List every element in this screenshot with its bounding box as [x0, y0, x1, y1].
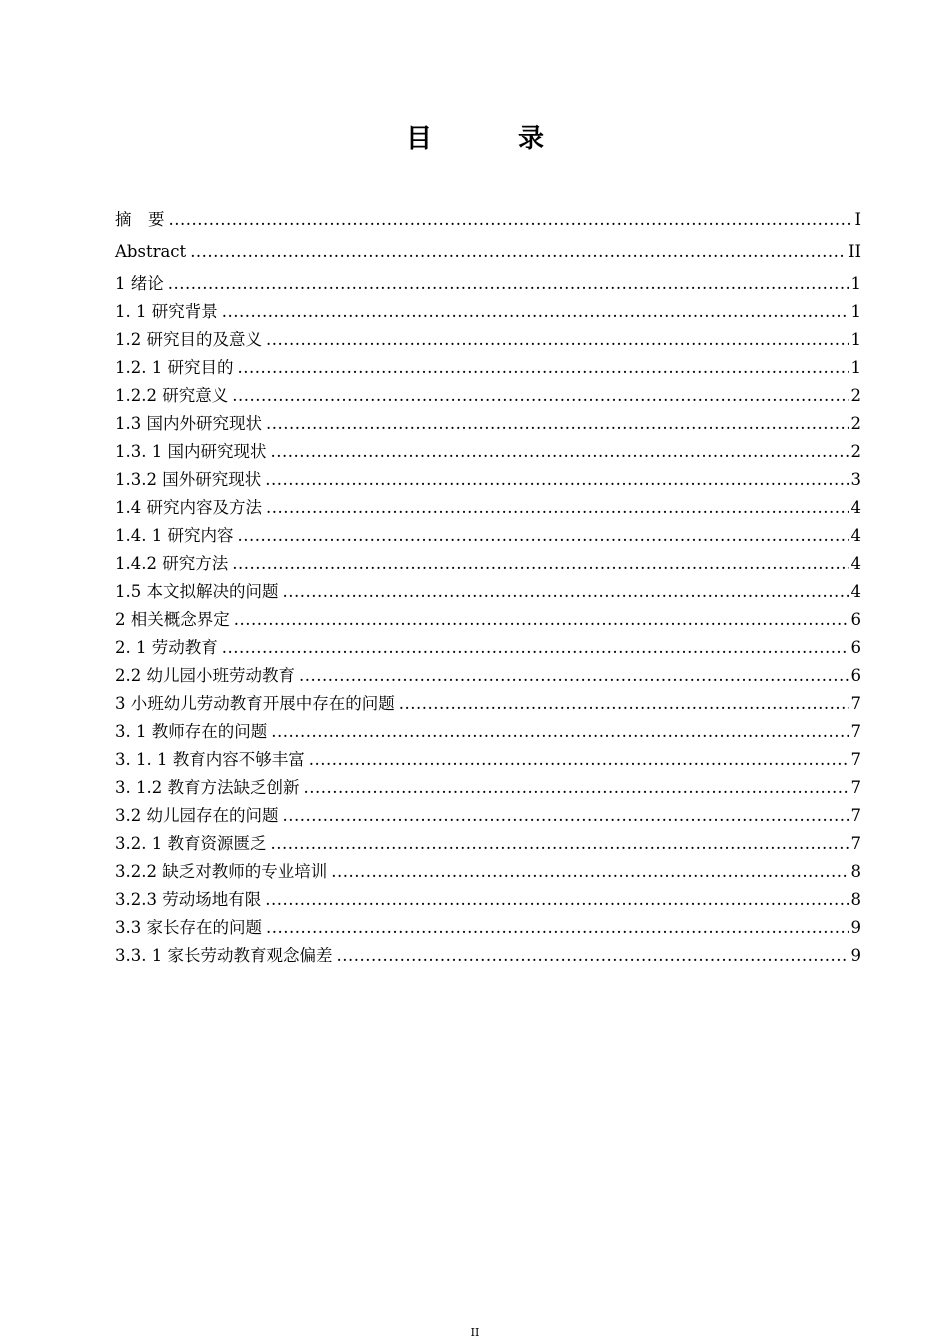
toc-entry-page: 4: [850, 526, 861, 545]
toc-entry[interactable]: [115, 550, 861, 578]
toc-entry-page: 2: [850, 414, 861, 433]
toc-entry-page: 1: [850, 274, 861, 293]
toc-entry-page: 7: [850, 722, 861, 741]
toc-entry[interactable]: [115, 382, 861, 410]
dot-leader: [222, 634, 849, 662]
toc-entry[interactable]: [115, 774, 861, 802]
toc-entry-label: 1.4.2 研究方法: [115, 554, 229, 573]
toc-entry-label: 1.4 研究内容及方法: [115, 498, 262, 517]
toc-entry[interactable]: [115, 802, 861, 830]
toc-entry[interactable]: [115, 718, 861, 746]
toc-entry[interactable]: [115, 662, 861, 690]
dot-leader: [270, 830, 848, 858]
toc-entry-page: 4: [850, 554, 861, 573]
dot-leader: [266, 914, 849, 942]
dot-leader: [222, 298, 849, 326]
toc-entry-label: 3.2.2 缺乏对教师的专业培训: [115, 862, 328, 881]
toc-entry-label: 1.3 国内外研究现状: [115, 414, 262, 433]
toc-entry-label: 3. 1. 1 教育内容不够丰富: [115, 750, 305, 769]
toc-entry-page: 7: [850, 806, 861, 825]
dot-leader: [299, 662, 849, 690]
dot-leader: [283, 802, 849, 830]
toc-entry-label: 1.4. 1 研究内容: [115, 526, 234, 545]
toc-entry[interactable]: [115, 830, 861, 858]
toc-entry[interactable]: [115, 438, 861, 466]
toc-entry-page: 7: [850, 834, 861, 853]
dot-leader: [232, 550, 848, 578]
toc-entry-page: 7: [850, 750, 861, 769]
page-title: 目 录: [405, 124, 574, 154]
toc-entry-label: Abstract: [115, 242, 187, 261]
dot-leader: [234, 606, 849, 634]
toc-entry[interactable]: [115, 354, 861, 382]
toc-entry-page: 1: [850, 302, 861, 321]
toc-entry-page: 6: [850, 666, 861, 685]
toc-entry[interactable]: [115, 298, 861, 326]
toc-entry-label: 1.3. 1 国内研究现状: [115, 442, 267, 461]
toc-entry-page: I: [854, 210, 861, 229]
toc-entry-page: 1: [850, 330, 861, 349]
toc-entry-page: 7: [850, 778, 861, 797]
dot-leader: [270, 438, 848, 466]
toc-entry-page: 9: [850, 946, 861, 965]
dot-leader: [237, 354, 848, 382]
toc-entry-label: 3.2. 1 教育资源匮乏: [115, 834, 267, 853]
toc-entry-label: 3.2.3 劳动场地有限: [115, 890, 262, 909]
toc-entry[interactable]: [115, 206, 861, 234]
toc-entry-page: 4: [850, 498, 861, 517]
toc-entry-label: 2. 1 劳动教育: [115, 638, 218, 657]
toc-entry[interactable]: [115, 746, 861, 774]
toc-entry-page: 8: [850, 862, 861, 881]
toc-entry-page: 8: [850, 890, 861, 909]
toc-entry-page: 7: [850, 694, 861, 713]
dot-leader: [336, 942, 848, 970]
toc-entry-label: 摘 要: [115, 210, 165, 229]
dot-leader: [168, 270, 849, 298]
toc-entry[interactable]: [115, 942, 861, 970]
dot-leader: [283, 578, 849, 606]
toc-entry-label: 1.3.2 国外研究现状: [115, 470, 262, 489]
toc-entry[interactable]: [115, 690, 861, 718]
dot-leader: [265, 886, 848, 914]
toc-entry[interactable]: [115, 238, 861, 266]
toc-entry[interactable]: [115, 494, 861, 522]
toc-entry-page: 2: [850, 386, 861, 405]
toc-entry-page: 6: [850, 610, 861, 629]
toc-entry[interactable]: [115, 914, 861, 942]
dot-leader: [271, 718, 848, 746]
toc-entry-page: 9: [850, 918, 861, 937]
dot-leader: [266, 326, 849, 354]
dot-leader: [232, 382, 848, 410]
toc-entry-label: 3.3 家长存在的问题: [115, 918, 262, 937]
toc-entry-page: 3: [850, 470, 861, 489]
toc-entry-label: 3.2 幼儿园存在的问题: [115, 806, 279, 825]
table-of-contents: [115, 206, 861, 970]
toc-entry[interactable]: [115, 326, 861, 354]
footer-page-number: II: [470, 1326, 480, 1339]
toc-entry[interactable]: [115, 466, 861, 494]
dot-leader: [266, 410, 849, 438]
toc-entry-label: 3. 1 教师存在的问题: [115, 722, 268, 741]
toc-entry-label: 1.2 研究目的及意义: [115, 330, 262, 349]
dot-leader: [309, 746, 849, 774]
toc-entry-page: II: [847, 242, 861, 261]
dot-leader: [237, 522, 848, 550]
toc-entry-label: 3 小班幼儿劳动教育开展中存在的问题: [115, 694, 395, 713]
toc-entry[interactable]: [115, 410, 861, 438]
toc-entry-page: 6: [850, 638, 861, 657]
toc-entry[interactable]: [115, 634, 861, 662]
toc-entry[interactable]: [115, 522, 861, 550]
dot-leader: [169, 206, 853, 234]
toc-entry-label: 1. 1 研究背景: [115, 302, 218, 321]
toc-entry-page: 1: [850, 358, 861, 377]
toc-entry-label: 3. 1.2 教育方法缺乏创新: [115, 778, 300, 797]
toc-entry[interactable]: [115, 270, 861, 298]
toc-entry-label: 2 相关概念界定: [115, 610, 230, 629]
toc-entry-label: 1.2. 1 研究目的: [115, 358, 234, 377]
dot-leader: [190, 238, 846, 266]
dot-leader: [399, 690, 849, 718]
toc-entry-label: 1.5 本文拟解决的问题: [115, 582, 279, 601]
toc-entry-page: 4: [850, 582, 861, 601]
toc-entry[interactable]: [115, 858, 861, 886]
dot-leader: [265, 466, 848, 494]
toc-entry-label: 1.2.2 研究意义: [115, 386, 229, 405]
toc-entry[interactable]: [115, 606, 861, 634]
toc-entry[interactable]: [115, 886, 861, 914]
dot-leader: [331, 858, 848, 886]
dot-leader: [266, 494, 849, 522]
toc-entry-label: 3.3. 1 家长劳动教育观念偏差: [115, 946, 333, 965]
toc-entry-label: 2.2 幼儿园小班劳动教育: [115, 666, 295, 685]
toc-entry[interactable]: [115, 578, 861, 606]
toc-entry-label: 1 绪论: [115, 274, 164, 293]
toc-entry-page: 2: [850, 442, 861, 461]
dot-leader: [303, 774, 848, 802]
